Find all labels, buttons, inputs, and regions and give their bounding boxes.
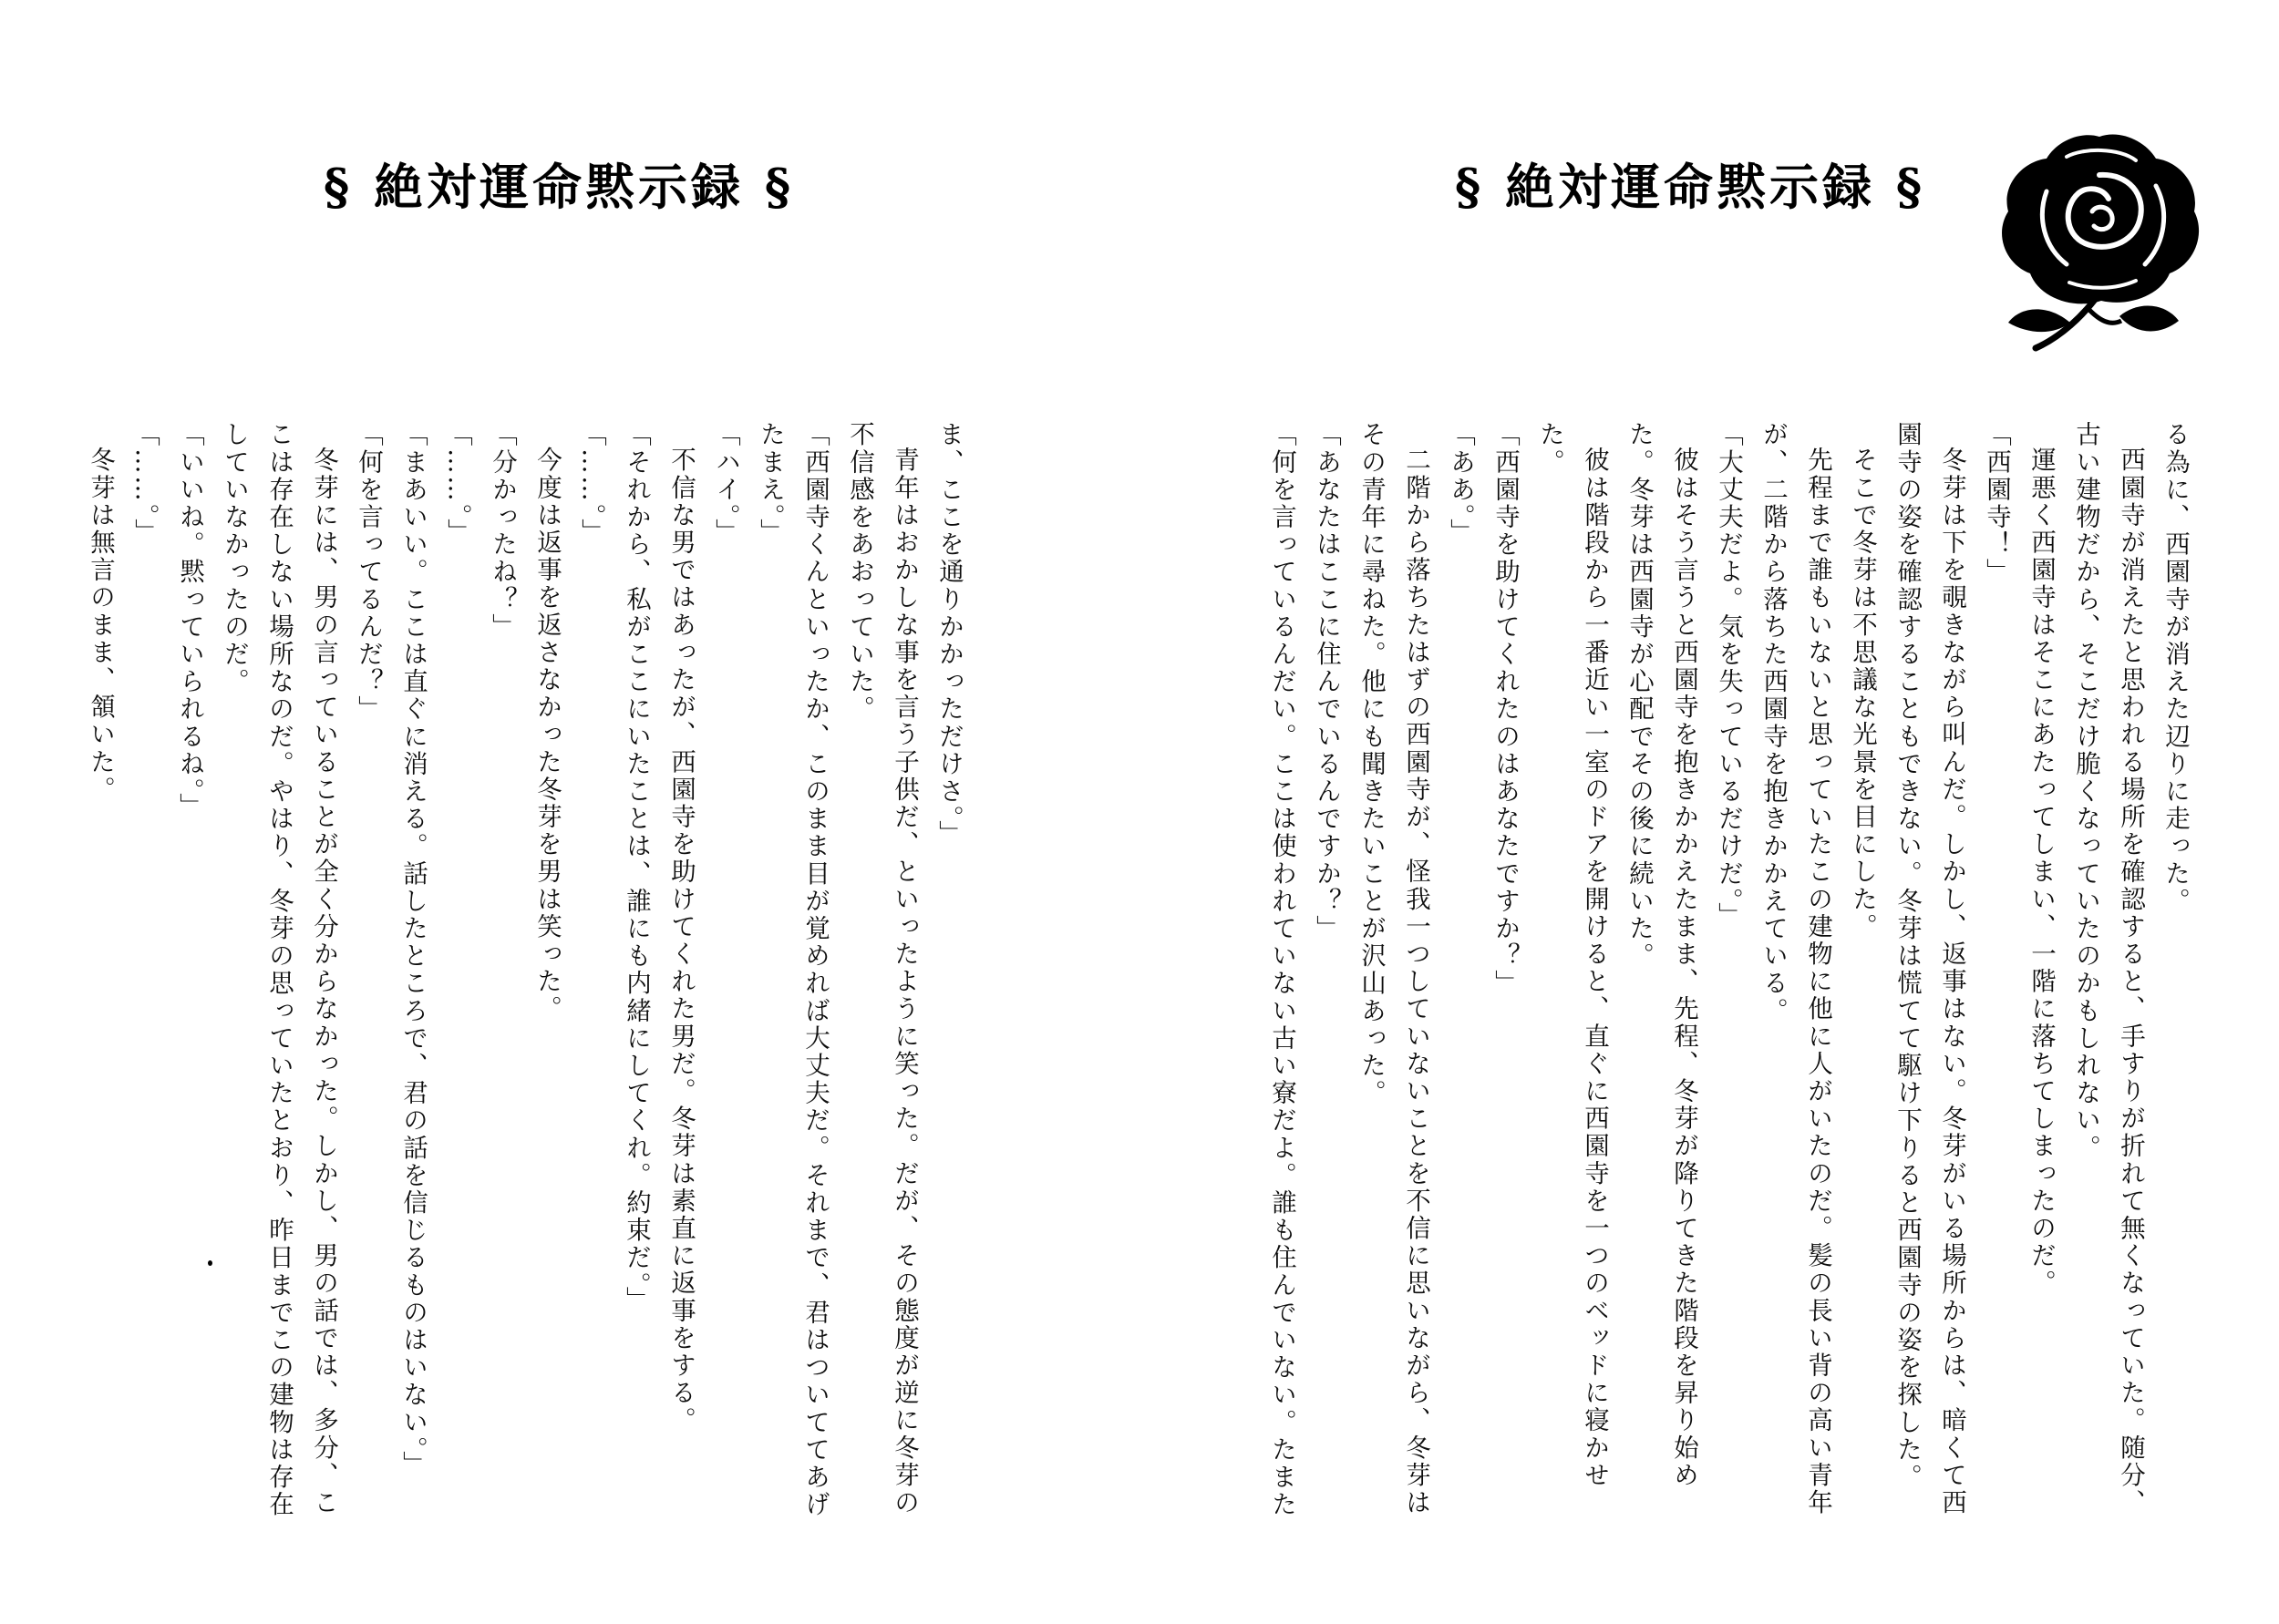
paragraph: 「……。」 (443, 421, 472, 546)
paragraph: ま、ここを通りかかっただけさ。」 (934, 421, 964, 848)
paragraph: 冬芽には、男の言っていることが全く分からなかった。しかし、男の話では、多分、ここは存在しない場所なのだ。やはり、冬芽の思っていたとおり、昨日までこの建物は存在していなかったのだ。 (220, 421, 338, 1518)
paragraph: る為に、西園寺が消えた辺りに走った。 (2160, 421, 2190, 915)
paragraph: 「ああ。」 (1446, 421, 1475, 546)
paragraph: 「それから、私がここにいたことは、誰にも内緒にしてくれ。約束だ。」 (622, 421, 651, 1314)
left-page-body (86, 421, 971, 1524)
paragraph: 「ハイ。」 (711, 421, 740, 546)
paragraph: 西園寺が消えたと思われる場所を確認すると、手すりが折れて無くなっていた。随分、古い建物だから、そこだけ脆くなっていたのかもしれない。 (2071, 421, 2145, 1516)
paragraph: 先程まで誰もいないと思っていたこの建物に他に人がいたのだ。髪の長い背の高い青年が、二階から落ちた西園寺を抱きかかえている。 (1758, 421, 1832, 1516)
paragraph: 「あなたはここに住んでいるんですか？」 (1312, 421, 1341, 942)
paragraph: 「まあいい。ここは直ぐに消える。話したところで、君の話を信じるものはいない。」 (398, 421, 428, 1479)
paragraph: 「分かったね？」 (488, 421, 517, 641)
paragraph: 彼は階段から一番近い一室のドアを開けると、直ぐに西園寺を一つのベッドに寝かせた。 (1535, 421, 1609, 1489)
rose-icon (1983, 120, 2215, 353)
paragraph: 「……。」 (577, 421, 606, 546)
paragraph: 「いいね。黙っていられるね。」 (175, 421, 204, 820)
paragraph: 「……。」 (130, 421, 160, 546)
paragraph: そこで冬芽は不思議な光景を目にした。 (1848, 446, 1877, 940)
paragraph: 今度は返事を返さなかった冬芽を男は笑った。 (532, 446, 562, 1023)
paragraph: 不信な男ではあったが、西園寺を助けてくれた男だ。冬芽は素直に返事をする。 (666, 446, 696, 1434)
left-page-title: § 絶対運命黙示録 § (324, 158, 795, 216)
right-page (1140, 0, 2279, 1624)
paragraph: 運悪く西園寺はそこにあたってしまい、一階に落ちてしまったのだ。 (2026, 446, 2056, 1297)
paragraph: 「西園寺を助けてくれたのはあなたですか？」 (1490, 421, 1520, 998)
right-page-body (1231, 421, 2197, 1524)
paragraph: 「西園寺くんといったか、このまま目が覚めれば大丈夫だ。それまで、君はついててあげたまえ。」 (756, 421, 830, 1518)
paragraph: 「何を言ってるんだ？」 (354, 421, 383, 724)
paragraph: 二階から落ちたはずの西園寺が、怪我一つしていないことを不信に思いながら、冬芽はその青年に尋ねた。他にも聞きたいことが沢山あった。 (1356, 421, 1430, 1516)
print-speck (208, 1260, 212, 1266)
paragraph: 「何を言っているんだい。ここは使われていない古い寮だよ。誰も住んでいない。たまた (1267, 421, 1296, 1518)
paragraph: 彼はそう言うと西園寺を抱きかかえたまま、先程、冬芽が降りてきた階段を昇り始めた。冬芽は西園寺が心配でその後に続いた。 (1624, 421, 1698, 1489)
paragraph: 冬芽は無言のまま、頷いた。 (86, 446, 115, 803)
paragraph: 青年はおかしな事を言う子供だ、といったように笑った。だが、その態度が逆に冬芽の不信感をあおっていた。 (845, 421, 919, 1516)
right-page-title: § 絶対運命黙示録 § (1455, 158, 1926, 216)
paragraph: 「大丈夫だよ。気を失っているだけだ。」 (1714, 421, 1743, 930)
paragraph: 「西園寺！」 (1982, 421, 2011, 586)
paragraph: 冬芽は下を覗きながら叫んだ。しかし、返事はない。冬芽がいる場所からは、暗くて西園寺の姿を確認することもできない。冬芽は慌てて駆け下りると西園寺の姿を探した。 (1892, 421, 1966, 1516)
